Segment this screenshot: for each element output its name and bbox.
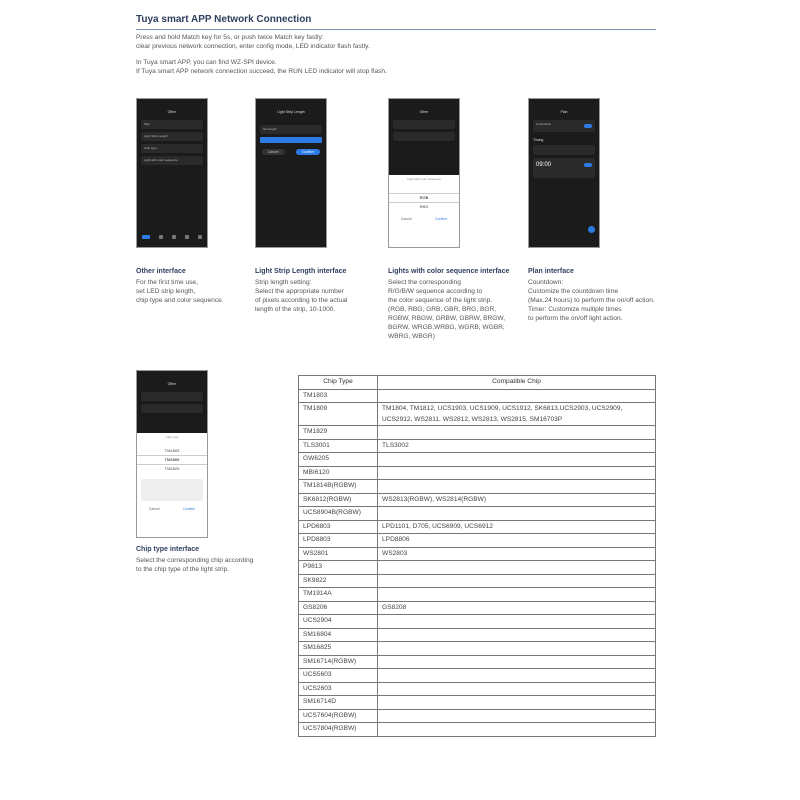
- table-row: [299, 574, 656, 588]
- sheet-title: Chip type: [165, 435, 179, 439]
- caption-line: Select the corresponding: [388, 279, 461, 286]
- compatible-chip-cell: [378, 696, 656, 710]
- picker-option[interactable]: TM1809: [137, 455, 207, 465]
- chip-type-cell: TM1814B(RGBW): [299, 480, 378, 494]
- table-row: [299, 655, 656, 669]
- compatible-chip-cell: [378, 642, 656, 656]
- timer-item[interactable]: [533, 158, 595, 178]
- compatible-chip-cell: [378, 655, 656, 669]
- table-row: [299, 534, 656, 548]
- caption-line: chip type and color sequence.: [136, 297, 224, 304]
- compatible-chip-cell: [378, 669, 656, 683]
- table-row: [299, 682, 656, 696]
- screen-header: Plan: [560, 110, 568, 114]
- caption-line: Countdown:: [528, 279, 564, 286]
- compatible-chip-cell: GS8208: [378, 601, 656, 615]
- strip-length-screenshot: [255, 98, 327, 248]
- compatible-chip-cell: TLS3002: [378, 439, 656, 453]
- compatible-chip-cell: LPD1101, D705, UCS6909, UCS6912: [378, 520, 656, 534]
- caption-line: Select the appropriate number: [255, 288, 344, 295]
- nav-icon[interactable]: [142, 235, 150, 239]
- table-row: [299, 669, 656, 683]
- chip-type-cell: LPD6803: [299, 520, 378, 534]
- add-icon[interactable]: [588, 226, 595, 233]
- chip-type-cell: TM1914A: [299, 588, 378, 602]
- chip-type-cell: UCS2603: [299, 682, 378, 696]
- compatible-chip-cell: [378, 507, 656, 521]
- compatible-chip-cell: [378, 709, 656, 723]
- caption-plan: [528, 267, 688, 323]
- table-row: [299, 507, 656, 521]
- chip-type-cell: GS8206: [299, 601, 378, 615]
- compatible-chip-cell: [378, 426, 656, 440]
- menu-item[interactable]: Chip type: [141, 144, 203, 153]
- chip-note: [141, 479, 203, 501]
- picker-option[interactable]: RGB: [389, 193, 459, 203]
- menu-item[interactable]: [141, 392, 203, 401]
- compatible-chip-cell: [378, 682, 656, 696]
- screen-header: Other: [167, 110, 177, 114]
- nav-icon[interactable]: [198, 235, 202, 239]
- countdown-row[interactable]: [533, 120, 595, 132]
- timing-add-row[interactable]: [533, 145, 595, 155]
- caption-line: Select the corresponding chip according: [136, 557, 254, 564]
- compatible-chip-cell: WS2813(RGBW), WS2814(RGBW): [378, 493, 656, 507]
- caption-line: For the first time use,: [136, 279, 198, 286]
- chip-type-cell: LPD8803: [299, 534, 378, 548]
- compatible-chip-cell: [378, 615, 656, 629]
- compatible-chip-cell: LPD8806: [378, 534, 656, 548]
- picker-option[interactable]: TM1803: [164, 448, 180, 453]
- caption-strip: [255, 267, 380, 314]
- compatible-chip-cell: [378, 588, 656, 602]
- compatible-chip-cell: [378, 574, 656, 588]
- caption-line: the color sequence of the light strip.: [388, 297, 493, 304]
- toggle-switch[interactable]: [584, 163, 592, 167]
- compatible-chip-cell: [378, 723, 656, 737]
- confirm-button[interactable]: Confirm: [296, 149, 320, 155]
- confirm-button[interactable]: Confirm: [183, 507, 196, 511]
- caption-title: Plan interface: [528, 268, 574, 275]
- table-row: [299, 453, 656, 467]
- intro-text: [136, 33, 656, 76]
- caption-line: of pixels according to the actual: [255, 297, 348, 304]
- toggle-switch[interactable]: [584, 124, 592, 128]
- chip-type-cell: TM1809: [299, 403, 378, 426]
- table-row: [299, 426, 656, 440]
- length-field[interactable]: Set length: [260, 125, 322, 134]
- menu-item[interactable]: Play: [141, 120, 203, 129]
- caption-line: R/G/B/W sequence according to: [388, 288, 483, 295]
- chip-type-cell: SM16804: [299, 628, 378, 642]
- table-row: [299, 601, 656, 615]
- caption-title: Light Strip Length interface: [255, 268, 347, 275]
- other-interface-screenshot: [136, 98, 208, 248]
- intro-line: Press and hold Match key for 5s, or push twice Match key fastly:: [136, 34, 324, 41]
- table-row: [299, 389, 656, 403]
- intro-line: clear previous network connection, enter config mode, LED indicator flash fastly.: [136, 43, 370, 50]
- intro-line: If Tuya smart APP network connection succeed, the RUN LED indicator will stop flash.: [136, 68, 387, 75]
- chip-compatibility-table: [298, 375, 656, 737]
- chip-type-cell: SM16714(RGBW): [299, 655, 378, 669]
- chip-type-cell: SK9822: [299, 574, 378, 588]
- caption-line: BGRW, WRGB,WRBG, WGRB, WGBR,: [388, 324, 505, 331]
- table-row: [299, 480, 656, 494]
- length-slider[interactable]: [260, 137, 322, 143]
- caption-line: WBRG, WBGR): [388, 333, 435, 340]
- cancel-button[interactable]: Cancel: [262, 149, 285, 155]
- caption-line: set LED strip length,: [136, 288, 196, 295]
- nav-icon[interactable]: [172, 235, 176, 239]
- chip-type-cell: P9813: [299, 561, 378, 575]
- table-row: [299, 547, 656, 561]
- screen-header: Other: [419, 110, 429, 114]
- menu-item[interactable]: [393, 120, 455, 129]
- chip-type-cell: GW6205: [299, 453, 378, 467]
- color-sequence-screenshot: [388, 98, 460, 248]
- chip-type-screenshot: [136, 370, 208, 538]
- table-row: [299, 493, 656, 507]
- caption-title: Other interface: [136, 268, 186, 275]
- screen-header: Light Strip Length: [277, 110, 305, 114]
- table-row: [299, 723, 656, 737]
- menu-item[interactable]: Light Strip Length: [141, 132, 203, 141]
- compatible-chip-cell: TM1804, TM1812, UCS1903, UCS1909, UCS1912, SK6813,UCS2903, UCS2909, UCS2912, WS2811, WS2812, WS2813, WS2815, SM16703P: [378, 403, 656, 426]
- picker-sheet: [389, 175, 459, 247]
- caption-chip: [136, 545, 286, 574]
- table-row: [299, 561, 656, 575]
- caption-line: (Max.24 hours) to perform the on/off action.: [528, 297, 655, 304]
- picker-sheet: [137, 433, 207, 537]
- chip-type-cell: UCS5603: [299, 669, 378, 683]
- compatible-chip-cell: [378, 480, 656, 494]
- sheet-title: Light with color sequence: [407, 177, 441, 181]
- table-row: [299, 439, 656, 453]
- chip-type-cell: UCS7804(RGBW): [299, 723, 378, 737]
- table-row: [299, 696, 656, 710]
- caption-title: Lights with color sequence interface: [388, 268, 510, 275]
- caption-color: [388, 267, 523, 341]
- caption-title: Chip type interface: [136, 546, 200, 553]
- table-row: [299, 615, 656, 629]
- cancel-button[interactable]: Cancel: [148, 507, 160, 511]
- chip-type-cell: TM1803: [299, 389, 378, 403]
- menu-item[interactable]: [393, 132, 455, 141]
- page-title: Tuya smart APP Network Connection: [136, 14, 312, 25]
- nav-icon[interactable]: [185, 235, 189, 239]
- caption-line: to perform the on/off light action.: [528, 315, 623, 322]
- title-divider: [136, 29, 656, 30]
- timer-time: 09:00: [536, 162, 552, 168]
- chip-type-cell: UCS8904B(RGBW): [299, 507, 378, 521]
- caption-line: to the chip type of the light strip.: [136, 566, 230, 573]
- countdown-label: Countdown: [536, 122, 552, 126]
- screen-header: Other: [167, 382, 177, 386]
- timing-label: Timing: [533, 138, 544, 142]
- confirm-button[interactable]: Confirm: [435, 217, 448, 221]
- chip-type-cell: SK6812(RGBW): [299, 493, 378, 507]
- nav-icon[interactable]: [159, 235, 163, 239]
- caption-line: length of the strip, 10-1000.: [255, 306, 336, 313]
- compatible-chip-cell: [378, 389, 656, 403]
- picker-option[interactable]: TM1829: [164, 466, 180, 471]
- bottom-nav: [137, 235, 207, 243]
- menu-item[interactable]: Light with color sequence: [141, 156, 203, 165]
- compatible-chip-cell: [378, 453, 656, 467]
- table-row: [299, 709, 656, 723]
- caption-line: Timer: Customize multiple times: [528, 306, 622, 313]
- table-row: [299, 628, 656, 642]
- table-row: [299, 588, 656, 602]
- cancel-button[interactable]: Cancel: [400, 217, 412, 221]
- table-header: Compatible Chip: [378, 376, 656, 390]
- table-row: [299, 642, 656, 656]
- compatible-chip-cell: [378, 561, 656, 575]
- menu-item[interactable]: [141, 404, 203, 413]
- chip-type-cell: WS2801: [299, 547, 378, 561]
- caption-line: Strip length setting:: [255, 279, 312, 286]
- table-row: [299, 403, 656, 426]
- picker-option[interactable]: RBG: [419, 204, 429, 209]
- chip-type-cell: TLS3001: [299, 439, 378, 453]
- caption-line: (RGB, RBG, GRB, GBR, BRG, BGR,: [388, 306, 497, 313]
- chip-type-cell: UCS2904: [299, 615, 378, 629]
- chip-type-cell: SM16825: [299, 642, 378, 656]
- plan-screenshot: [528, 98, 600, 248]
- intro-line: In Tuya smart APP, you can find WZ-SPI device.: [136, 59, 277, 66]
- chip-type-cell: MBI6120: [299, 466, 378, 480]
- caption-line: Customize the countdown time: [528, 288, 619, 295]
- table-row: [299, 466, 656, 480]
- compatible-chip-cell: [378, 466, 656, 480]
- table-header: Chip Type: [299, 376, 378, 390]
- chip-type-cell: SM16714D: [299, 696, 378, 710]
- caption-line: RGBW, RBGW, GRBW, GBRW, BRGW,: [388, 315, 506, 322]
- chip-type-cell: UCS7604(RGBW): [299, 709, 378, 723]
- table-row: [299, 520, 656, 534]
- compatible-chip-cell: [378, 628, 656, 642]
- compatible-chip-cell: WS2803: [378, 547, 656, 561]
- chip-type-cell: TM1829: [299, 426, 378, 440]
